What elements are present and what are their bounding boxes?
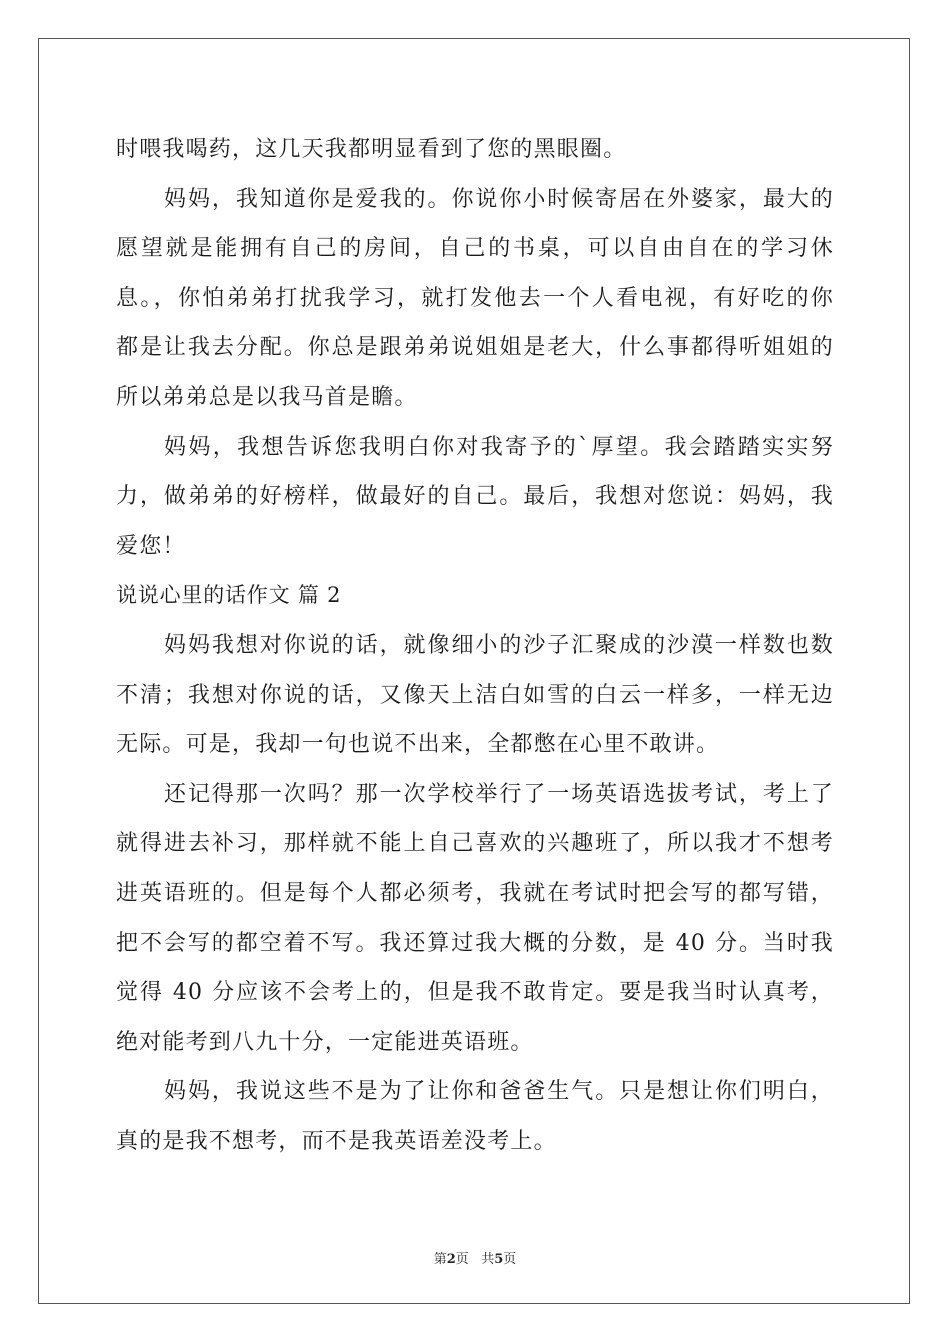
paragraph-line: 都是让我去分配。你总是跟弟弟说姐姐是老大，什么事都得听姐姐的 — [116, 335, 834, 361]
paragraph-line: 愿望就是能拥有自己的房间，自己的书桌，可以自由自在的学习休 — [116, 236, 834, 262]
paragraph-line: 就得进去补习，那样就不能上自己喜欢的兴趣班了，所以我才不想考 — [116, 831, 834, 857]
paragraph-line: 还记得那一次吗？那一次学校举行了一场英语选拔考试，考上了 — [164, 781, 834, 807]
page-prefix: 第 — [433, 1252, 447, 1267]
page-current: 2 — [446, 1252, 456, 1267]
page-footer — [0, 1248, 950, 1267]
paragraph-line: 不清；我想对你说的话，又像天上洁白如雪的白云一样多，一样无边 — [116, 682, 834, 708]
paragraph-line: 爱您！ — [116, 533, 186, 559]
page-suffix: 页 — [455, 1252, 469, 1267]
paragraph-line: 把不会写的都空着不写。我还算过我大概的分数，是 40 分。当时我 — [116, 930, 834, 956]
paragraph-line: 息。，你怕弟弟打扰我学习，就打发他去一个人看电视，有好吃的你 — [116, 285, 834, 311]
paragraph-line: 妈妈，我知道你是爱我的。你说你小时候寄居在外婆家，最大的 — [164, 186, 834, 212]
paragraph-line: 真的是我不想考，而不是我英语差没考上。 — [116, 1128, 557, 1154]
paragraph-line: 妈妈，我想告诉您我明白你对我寄予的`厚望。我会踏踏实实努 — [164, 434, 834, 460]
paragraph-line: 绝对能考到八九十分，一定能进英语班。 — [116, 1029, 534, 1055]
paragraph-line: 无际。可是，我却一句也说不出来，全都憋在心里不敢讲。 — [116, 732, 720, 758]
paragraph-line: 力，做弟弟的好榜样，做最好的自己。最后，我想对您说：妈妈，我 — [116, 484, 834, 510]
section-heading: 说说心里的话作文 篇 2 — [116, 583, 342, 608]
paragraph-line: 进英语班的。但是每个人都必须考，我就在考试时把会写的都写错， — [116, 880, 834, 906]
paragraph-line: 妈妈我想对你说的话，就像细小的沙子汇聚成的沙漠一样数也数 — [164, 632, 834, 658]
total-prefix: 共 — [481, 1252, 495, 1267]
paragraph-line: 妈妈，我说这些不是为了让你和爸爸生气。只是想让你们明白， — [164, 1079, 834, 1105]
document-body — [116, 125, 834, 1166]
page-total: 5 — [494, 1252, 504, 1267]
paragraph-line: 所以弟弟总是以我马首是瞻。 — [116, 384, 418, 410]
paragraph-line: 时喂我喝药，这几天我都明显看到了您的黑眼圈。 — [116, 137, 627, 162]
total-suffix: 页 — [503, 1252, 517, 1267]
paragraph-line: 觉得 40 分应该不会考上的，但是我不敢肯定。要是我当时认真考， — [116, 980, 834, 1006]
